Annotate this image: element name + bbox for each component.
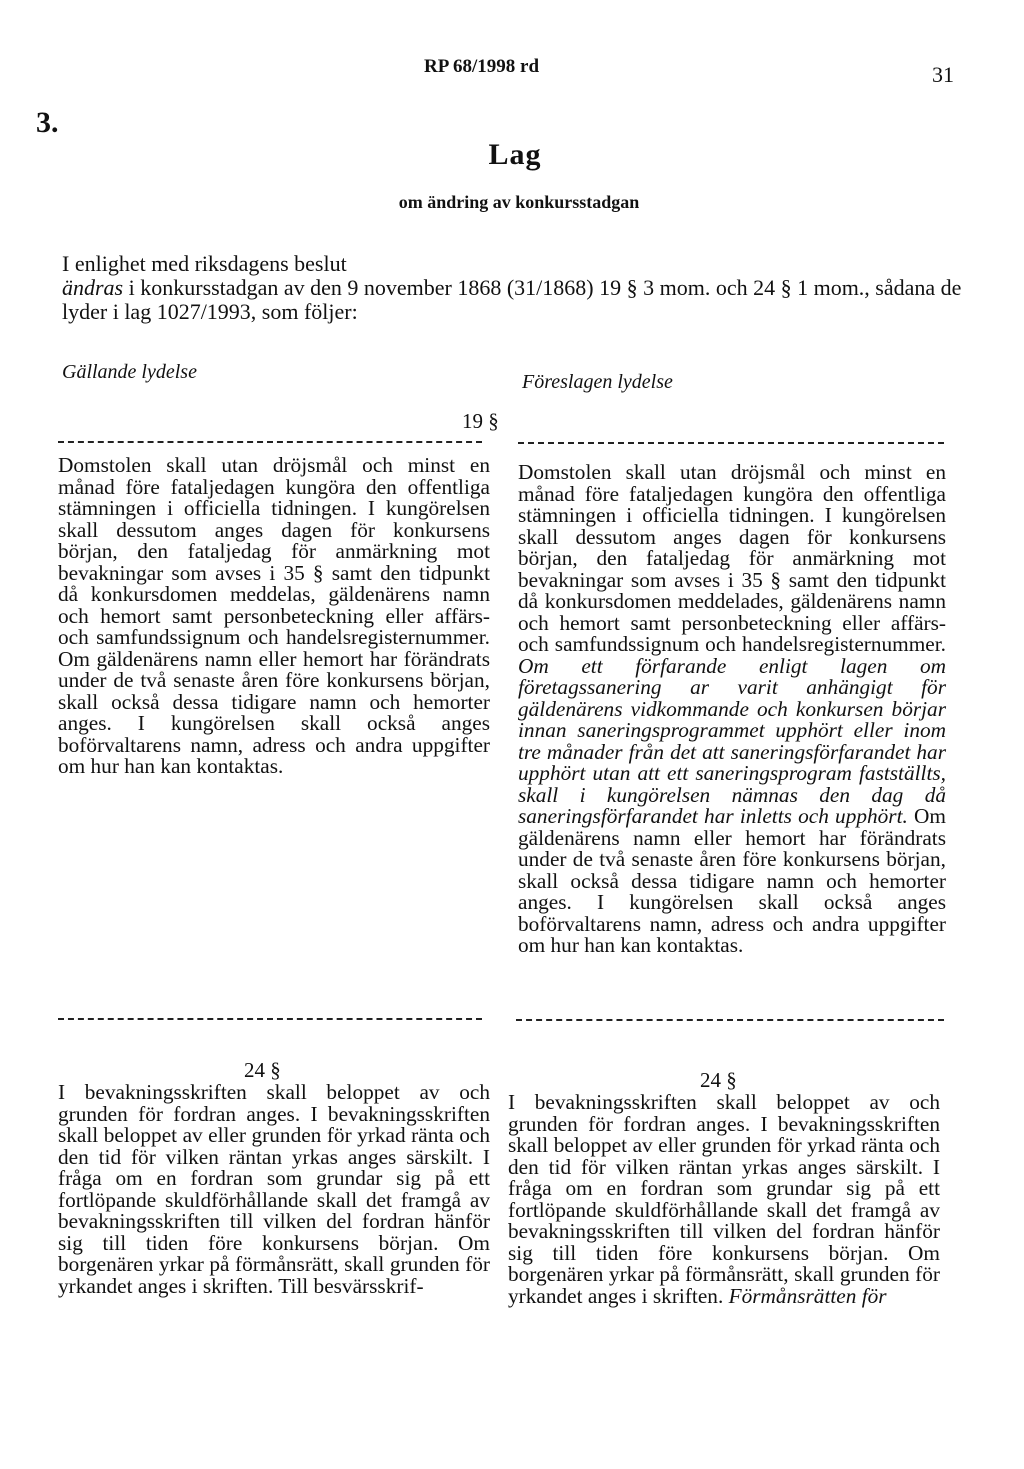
document-id: RP 68/1998 rd <box>424 56 540 77</box>
proposed-wording-heading: Föreslagen lydelse <box>522 371 673 393</box>
omission-divider <box>58 441 482 443</box>
proposed-text-new: Förmånsrätten för <box>728 1283 887 1308</box>
section-24-label-proposed: 24 § <box>700 1068 737 1092</box>
proposed-text-start: Domstolen skall utan dröjsmål och minst en månad före fataljedagen kungöra den offentliga stämningen i officiella tidningen. I kungörelsen skall dessutom anges dagen för konkursens början, den fataljedag för anmärkning mot bevakningar som avses i 35 § samt den tidpunkt då konkursdomen meddelades, gäldenärens namn och hemort samt personbeteckning eller affärs- och samfundssignum och handelsregisternummer. <box>518 460 946 656</box>
section-19-label: 19 § <box>462 409 499 433</box>
omission-divider <box>516 1019 944 1021</box>
intro-amendment-text: i konkursstadgan av den 9 november 1868 (31/1868) 19 § 3 mom. och 24 § 1 mom., sådana de lyder i lag 1027/1993, som följer: <box>62 275 962 324</box>
section-24-label-current: 24 § <box>244 1058 281 1082</box>
section-19-current-text: Domstolen skall utan dröjsmål och minst en månad före fataljedagen kungöra den offentliga stämningen i officiella tidningen. I kungörelsen skall dessutom anges dagen för konkursens början, den fataljedag för anmärkning mot bevakningar som avses i 35 § samt den tidpunkt då konkursdomen meddelas, gäldenärens namn och hemort samt personbeteckning eller affärs- och samfundssignum och handelsregisternummer. Om gäldenärens namn eller hemort har förändrats under de två senaste åren före konkursens början, skall också dessa tidigare namn och hemorter anges. I kungörelsen skall också anges boförvaltarens namn, adress och andra uppgifter om hur han kan kontaktas. <box>58 453 490 778</box>
omission-divider <box>58 1018 482 1020</box>
proposed-text-end: Om gäldenärens namn eller hemort har förändrats under de två senaste åren före konkursens början, skall också dessa tidigare namn och hemorter anges. I kungörelsen skall också anges boförvaltarens namn, adress och andra uppgifter om hur han kan kontaktas. <box>518 804 946 957</box>
intro-amendment <box>62 276 962 324</box>
section-24-proposed-text <box>508 1092 940 1307</box>
intro-change-word: ändras <box>62 275 124 300</box>
current-wording-heading: Gällande lydelse <box>62 361 197 383</box>
intro-paragraph <box>62 252 962 324</box>
section-19-proposed-text <box>518 462 946 957</box>
law-subtitle: om ändring av konkursstadgan <box>398 192 640 212</box>
proposed-text-new: Om ett förfarande enligt lagen om företagssanering ar varit anhängigt för gäldenärens vidkommande och konkursen börjar innan saneringsprogrammet upphört eller inom tre månader från det att saneringsförfarandet har upphört utan att ett saneringsprogram fastställts, skall i kungörelsen nämnas den dag då saneringsförfarandet har inletts och upphört. <box>518 653 946 828</box>
law-title: Lag <box>488 138 542 171</box>
section-24-current-text: I bevakningsskriften skall beloppet av och grunden för fordran anges. I bevakningsskriften skall beloppet av eller grunden för yrkad ränta och den tid för vilken räntan yrkas anges särskilt. I fråga om en fordran som grundar sig på ett fortlöpande skuldförhållande skall det framgå av bevakningsskriften till vilken del fordran hänför sig till tiden före konkursens början. Om borgenären yrkar på förmånsrätt, skall grunden för yrkandet anges i skriften. Till besvärsskrif- <box>58 1080 490 1298</box>
section-number: 3. <box>36 106 59 139</box>
proposed-text-start: I bevakningsskriften skall beloppet av och grunden för fordran anges. I bevakningsskriften skall beloppet av eller grunden för yrkad ränta och den tid för vilken räntan yrkas anges särskilt. I fråga om en fordran som grundar sig på ett fortlöpande skuldförhållande skall det framgå av bevakningsskriften till vilken del fordran hänför sig till tiden före konkursens början. Om borgenären yrkar på förmånsrätt, skall grunden för yrkandet anges i skriften. <box>508 1090 940 1308</box>
page-number: 31 <box>932 62 954 87</box>
intro-line: I enlighet med riksdagens beslut <box>62 251 347 276</box>
omission-divider <box>518 442 944 444</box>
